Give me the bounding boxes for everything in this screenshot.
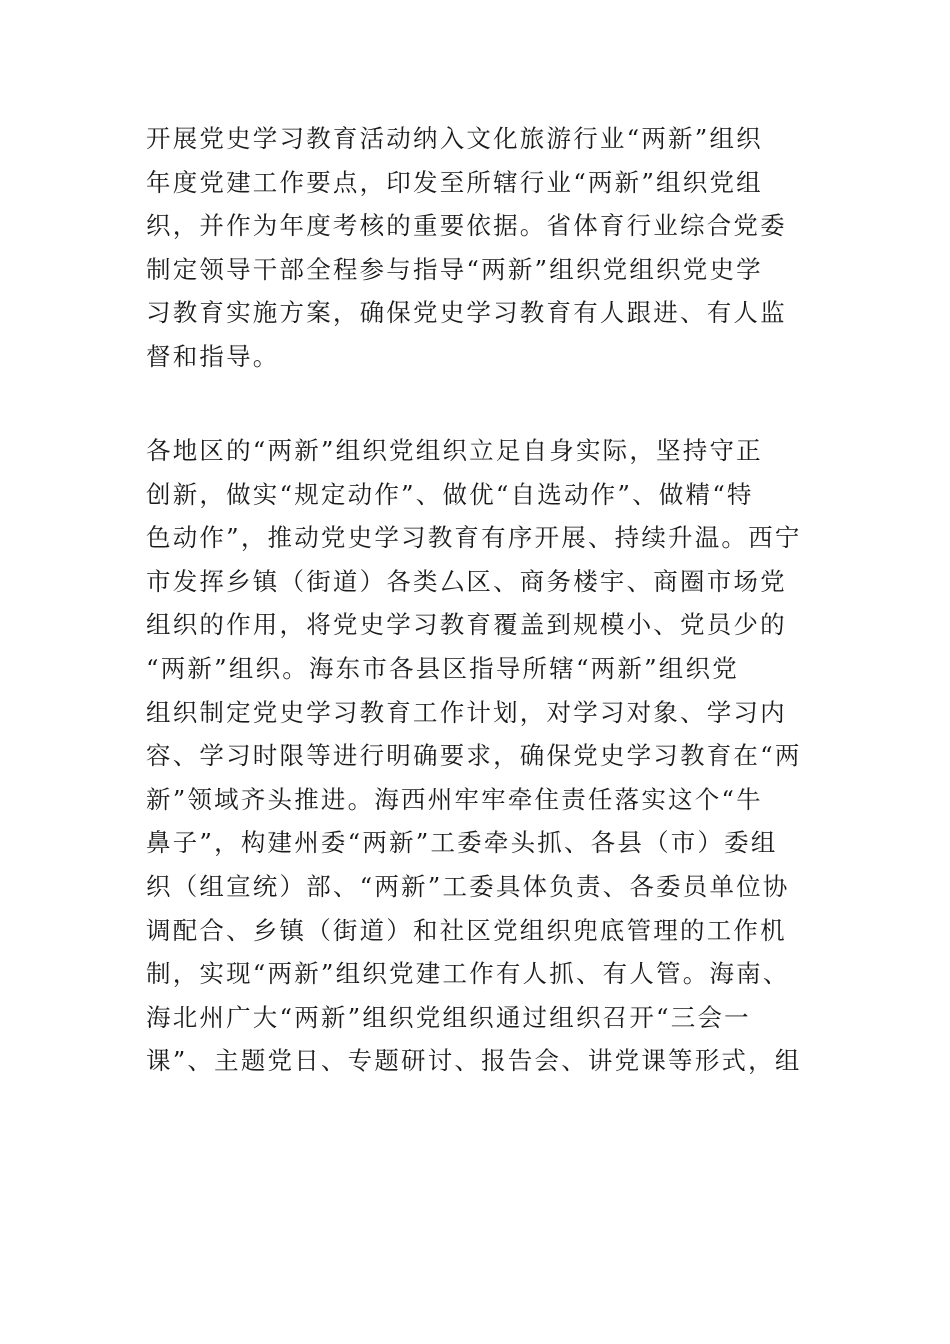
text-line: 容、学习时限等进行明确要求，确保党史学习教育在“两: [146, 741, 802, 771]
text-line: 鼻子”，构建州委“两新”工委牵头抓、各县（市）委组: [146, 828, 778, 858]
text-line: “两新”组织。海东市各县区指导所辖“两新”组织党: [146, 653, 739, 683]
paragraph: [146, 117, 810, 379]
text-line: 制，实现“两新”组织党建工作有人抓、有人管。海南、: [146, 959, 790, 989]
text-line: 各地区的“两新”组织党组织立足自身实际，坚持守正: [146, 436, 763, 465]
text-line: 开展党史学习教育活动纳入文化旅游行业“两新”组织: [146, 124, 763, 153]
text-line: 色动作”，推动党史学习教育有序开展、持续升温。西宁: [146, 523, 802, 553]
text-line: 新”领域齐头推进。海西州牢牢牵住责任落实这个“牛: [146, 784, 763, 814]
text-line: 组织的作用，将党史学习教育覆盖到规模小、党员少的: [146, 610, 787, 640]
text-line: 习教育实施方案，确保党史学习教育有人跟进、有人监: [146, 298, 787, 328]
text-line: 制定领导干部全程参与指导“两新”组织党组织党史学: [146, 254, 763, 284]
text-line: 组织制定党史学习教育工作计划，对学习对象、学习内: [146, 697, 787, 727]
text-line: 年度党建工作要点，印发至所辖行业“两新”组织党组: [146, 167, 763, 197]
text-line: 调配合、乡镇（街道）和社区党组织兜底管理的工作机: [146, 915, 787, 945]
text-line: 海北州广大“两新”组织党组织通过组织召开“三会一: [146, 1002, 751, 1032]
text-line: 创新，做实“规定动作”、做优“自选动作”、做精“特: [146, 479, 754, 509]
paragraph: [146, 429, 810, 1083]
text-line: 织，并作为年度考核的重要依据。省体育行业综合党委: [146, 211, 787, 241]
text-line: 织（组宣统）部、“两新”工委具体负责、各委员单位协: [146, 871, 790, 901]
text-line: 市发挥乡镇（街道）各类厶区、商务楼宇、商圈市场党: [146, 566, 787, 596]
text-line: 督和指导。: [146, 341, 280, 371]
text-line: 课”、主题党日、专题研讨、报告会、讲党课等形式，组: [146, 1046, 802, 1076]
